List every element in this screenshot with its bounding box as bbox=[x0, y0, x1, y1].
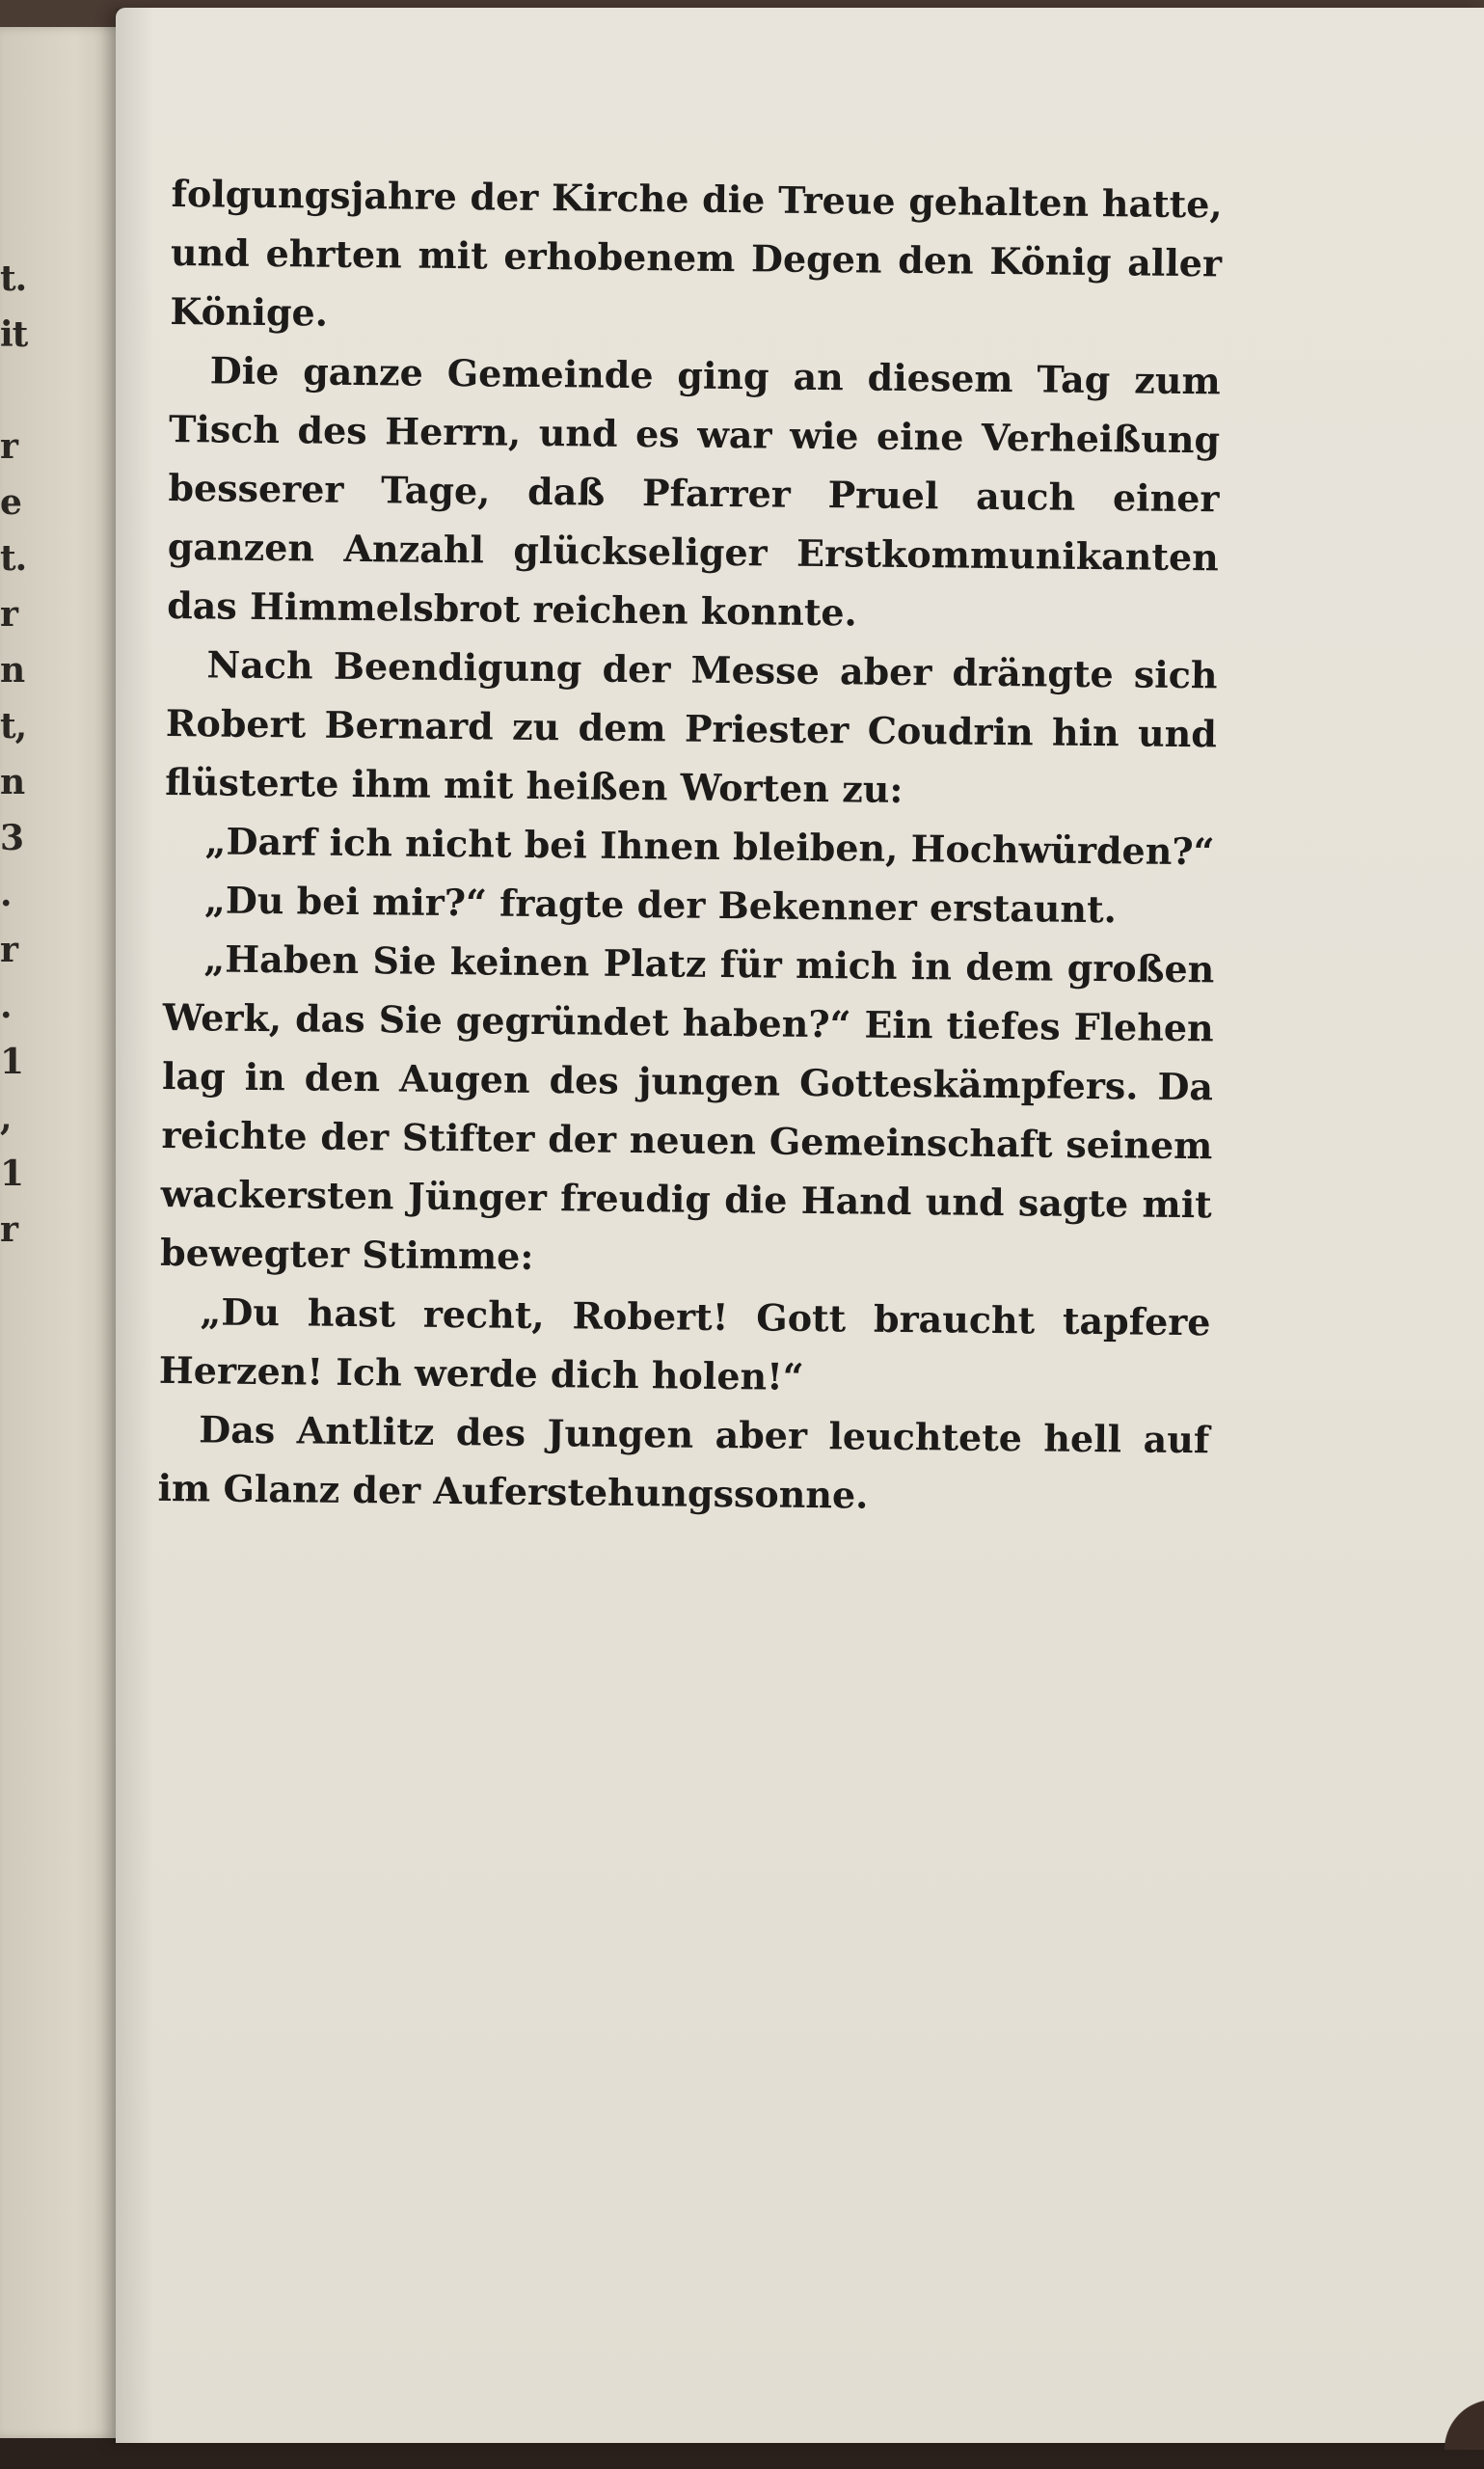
margin-fragment: 3 bbox=[0, 818, 24, 858]
margin-fragment: r bbox=[0, 426, 17, 467]
paragraph-closing: Das Antlitz des Jungen aber leuchtete hell auf im Glanz der Auferstehungssonne. bbox=[157, 1407, 1210, 1517]
margin-fragment: r bbox=[0, 594, 17, 635]
paragraph-communion: Die ganze Gemeinde ging an diesem Tag zum Tisch des Herrn, und es war wie eine Verheißung besserer Tage, daß Pfarrer Pruel auch einer ganzen Anzahl glückseliger Erstkommunikanten das Himmelsbrot reichen konnte. bbox=[166, 348, 1221, 635]
margin-fragment bbox=[0, 363, 29, 419]
margin-fragment: it bbox=[0, 314, 28, 355]
margin-fragment: . bbox=[0, 874, 12, 914]
page-corner-curl bbox=[1427, 2382, 1484, 2450]
margin-fragment: , bbox=[0, 1098, 12, 1138]
paragraph-plea-and-response: „Haben Sie keinen Platz für mich in dem großen Werk, das Sie gegründet haben?“ Ein tiefes Flehen lag in den Augen des jungen Gotteskämpfers. Da reichte der Stifter der neuen Gemeinschaft seinem wackersten Jünger freudig die Hand und sagte mit bewegter Stimme: bbox=[159, 936, 1215, 1278]
margin-fragment: t. bbox=[0, 538, 27, 579]
margin-fragment: r bbox=[0, 930, 17, 970]
paragraph-continuation: folgungsjahre der Kirche die Treue gehalten hatte, und ehrten mit erhobenem Degen den König aller Könige. bbox=[170, 171, 1223, 335]
margin-fragment: t, bbox=[0, 706, 27, 746]
page-gutter-shadow bbox=[116, 8, 154, 2443]
margin-fragment: 1 bbox=[0, 1042, 24, 1082]
dialogue-line-coudrin-answer: „Du hast recht, Robert! Gott braucht tapfere Herzen! Ich werde dich holen!“ bbox=[158, 1289, 1211, 1398]
left-facing-page bbox=[0, 27, 125, 2438]
paragraph-after-mass: Nach Beendigung der Messe aber drängte sich Robert Bernard zu dem Priester Coudrin hin und flüsterte ihm mit heißen Worten zu: bbox=[165, 642, 1218, 811]
dialogue-line-coudrin-question: „Du bei mir?“ fragte der Bekenner erstaunt. bbox=[203, 878, 1118, 932]
page-text-block bbox=[157, 164, 1223, 1528]
margin-fragment: t. bbox=[0, 258, 27, 299]
margin-fragment: e bbox=[0, 482, 21, 523]
left-page-margin-fragments bbox=[0, 251, 29, 1258]
margin-fragment: n bbox=[0, 762, 25, 802]
margin-fragment: . bbox=[0, 986, 12, 1026]
dialogue-line-robert-request: „Darf ich nicht bei Ihnen bleiben, Hochwürden?“ bbox=[204, 819, 1215, 874]
margin-fragment: n bbox=[0, 650, 25, 691]
margin-fragment: 1 bbox=[0, 1153, 24, 1194]
margin-fragment: r bbox=[0, 1209, 17, 1250]
